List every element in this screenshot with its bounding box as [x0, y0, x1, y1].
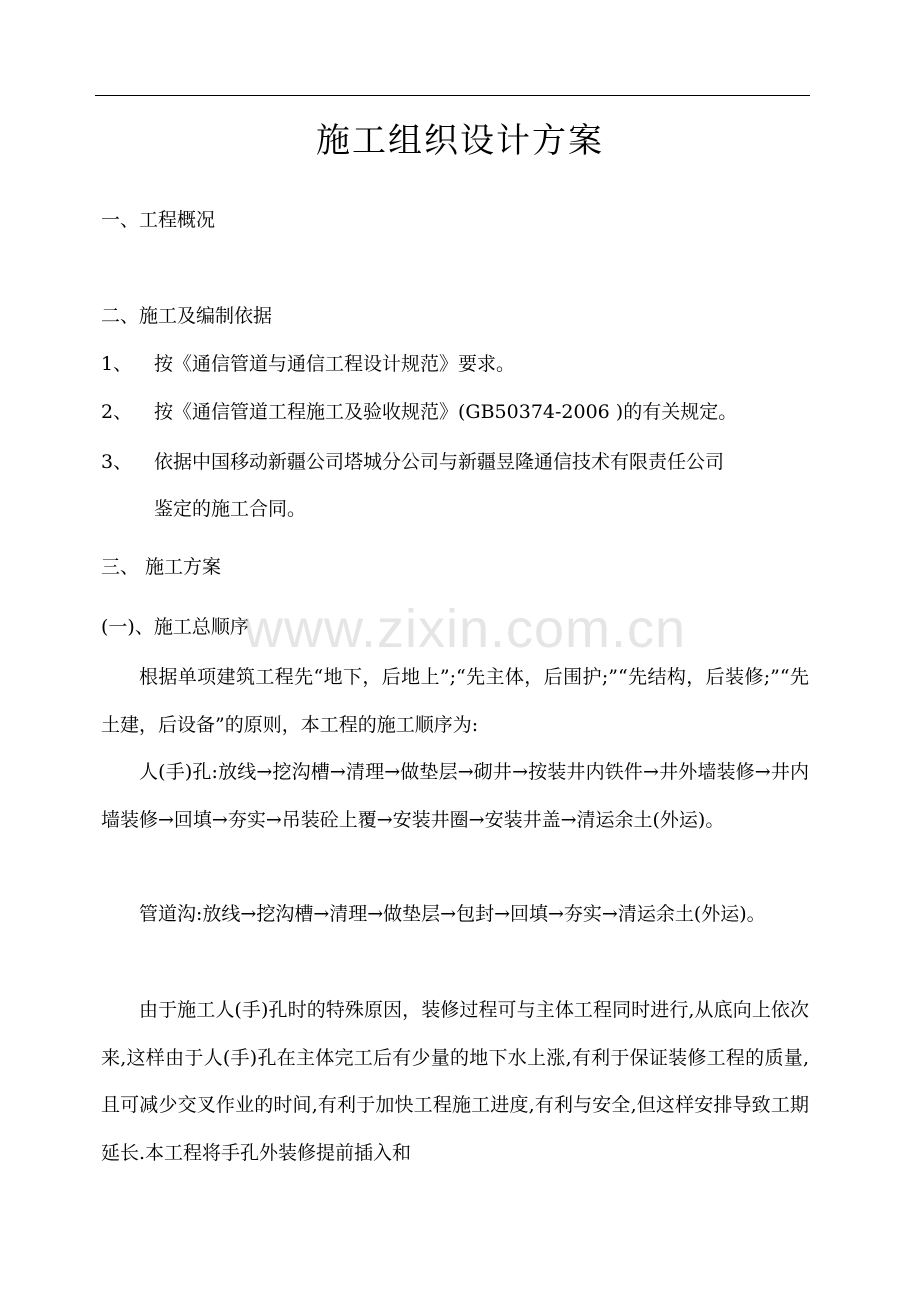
- basis-item-3-number: 3、: [101, 451, 133, 473]
- header-rule: [95, 95, 810, 96]
- paragraph-rationale: 由于施工人(手)孔时的特殊原因，装修过程可与主体工程同时进行,从底向上依次来,这样由于人(手)孔在主体完工后有少量的地下水上涨,有利于保证装修工程的质量,且可减少交叉作业的时间,有利于加快工程施工进度,有利与安全,但这样安排导致工期延长.本工程将手孔外装修提前插入和: [101, 999, 809, 1164]
- basis-item-2-number: 2、: [101, 401, 133, 423]
- basis-item-2: [101, 398, 737, 426]
- section1-heading: 一、工程概况: [101, 209, 216, 231]
- basis-item-2-text: 按《通信管道工程施工及验收规范》(GB50374-2006 )的有关规定。: [154, 401, 738, 423]
- section3-heading: 三、 施工方案: [101, 556, 222, 578]
- paragraph-manhole-sequence: 人(手)孔:放线→挖沟槽→清理→做垫层→砌井→按装井内铁件→井外墙装修→井内墙装修→回填→夯实→吊装砼上覆→安装井圈→安装井盖→清运余土(外运)。: [101, 761, 809, 831]
- page-title: 施工组织设计方案: [316, 121, 604, 161]
- basis-item-3-text: 依据中国移动新疆公司塔城分公司与新疆昱隆通信技术有限责任公司: [154, 451, 725, 473]
- section2-heading: 二、施工及编制依据: [101, 305, 273, 327]
- paragraph-principle: 根据单项建筑工程先“地下，后地上”;“先主体，后围护;”“先结构，后装修;”“先土建，后设备”的原则，本工程的施工顺序为:: [101, 666, 809, 736]
- paragraph-duct-sequence: 管道沟:放线→挖沟槽→清理→做垫层→包封→回填→夯实→清运余土(外运)。: [139, 903, 766, 925]
- subsection1-heading: (一)、施工总顺序: [101, 616, 249, 638]
- basis-item-1-text: 按《通信管道与通信工程设计规范》要求。: [154, 353, 516, 375]
- basis-item-1-number: 1、: [101, 353, 133, 375]
- watermark: www.zixin.com.cn: [243, 599, 687, 659]
- basis-item-3: [101, 448, 724, 476]
- basis-item-1: [101, 350, 515, 378]
- basis-item-3-continuation: 鉴定的施工合同。: [154, 498, 307, 520]
